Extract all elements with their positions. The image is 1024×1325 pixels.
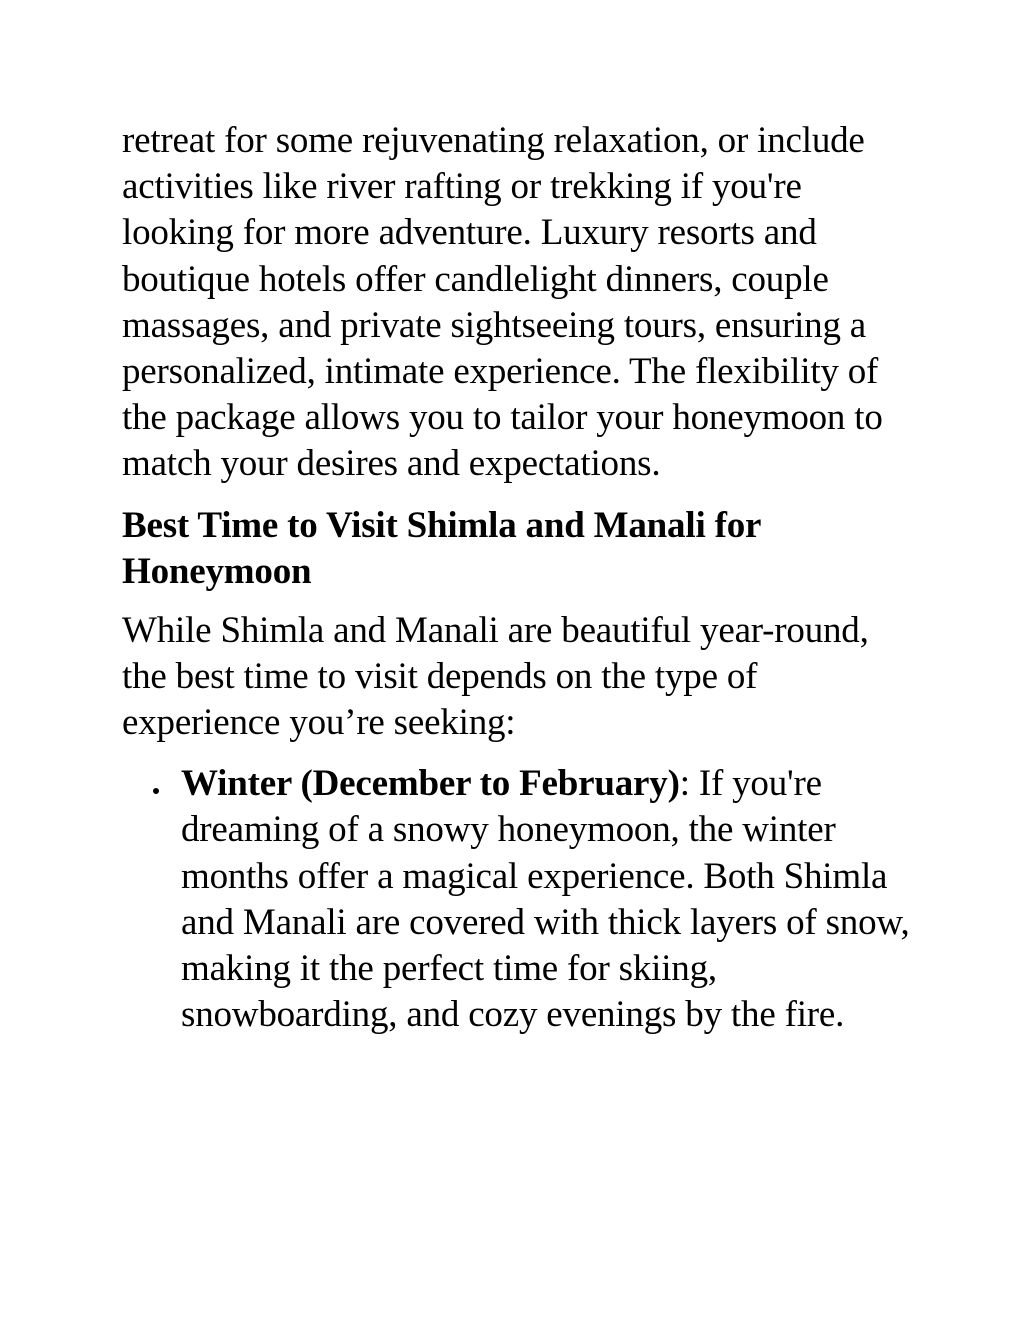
bullet-icon: [153, 788, 159, 794]
bullet-list: [122, 761, 912, 1038]
section-paragraph: While Shimla and Manali are beautiful year-round, the best time to visit depends on the type of experience you’re seeking:: [122, 609, 869, 744]
section-heading: Best Time to Visit Shimla and Manali for Honeymoon: [122, 504, 761, 592]
list-item: [122, 761, 912, 1038]
bullet-separator: :: [679, 763, 690, 805]
intro-paragraph: retreat for some rejuvenating relaxation, or include activities like river rafting or trekking if you're looking for more adventure. Luxury resorts and boutique hotels offer candlelight dinners, couple massages, and private sightseeing tours, ensuring a personalized, intimate experience. The flexibility of the package allows you to tailor your honeymoon to match your desires and expectations.: [122, 120, 883, 485]
bullet-title: Winter (December to February): [181, 763, 680, 805]
bullet-text: If you're dreaming of a snowy honeymoon, the winter months offer a magical experience. Both Shimla and Manali are covered with thick layers of snow, making it the perfect time for skiing, snowboarding, and cozy evenings by the fire.: [181, 763, 910, 1036]
document-page: [122, 118, 912, 1038]
